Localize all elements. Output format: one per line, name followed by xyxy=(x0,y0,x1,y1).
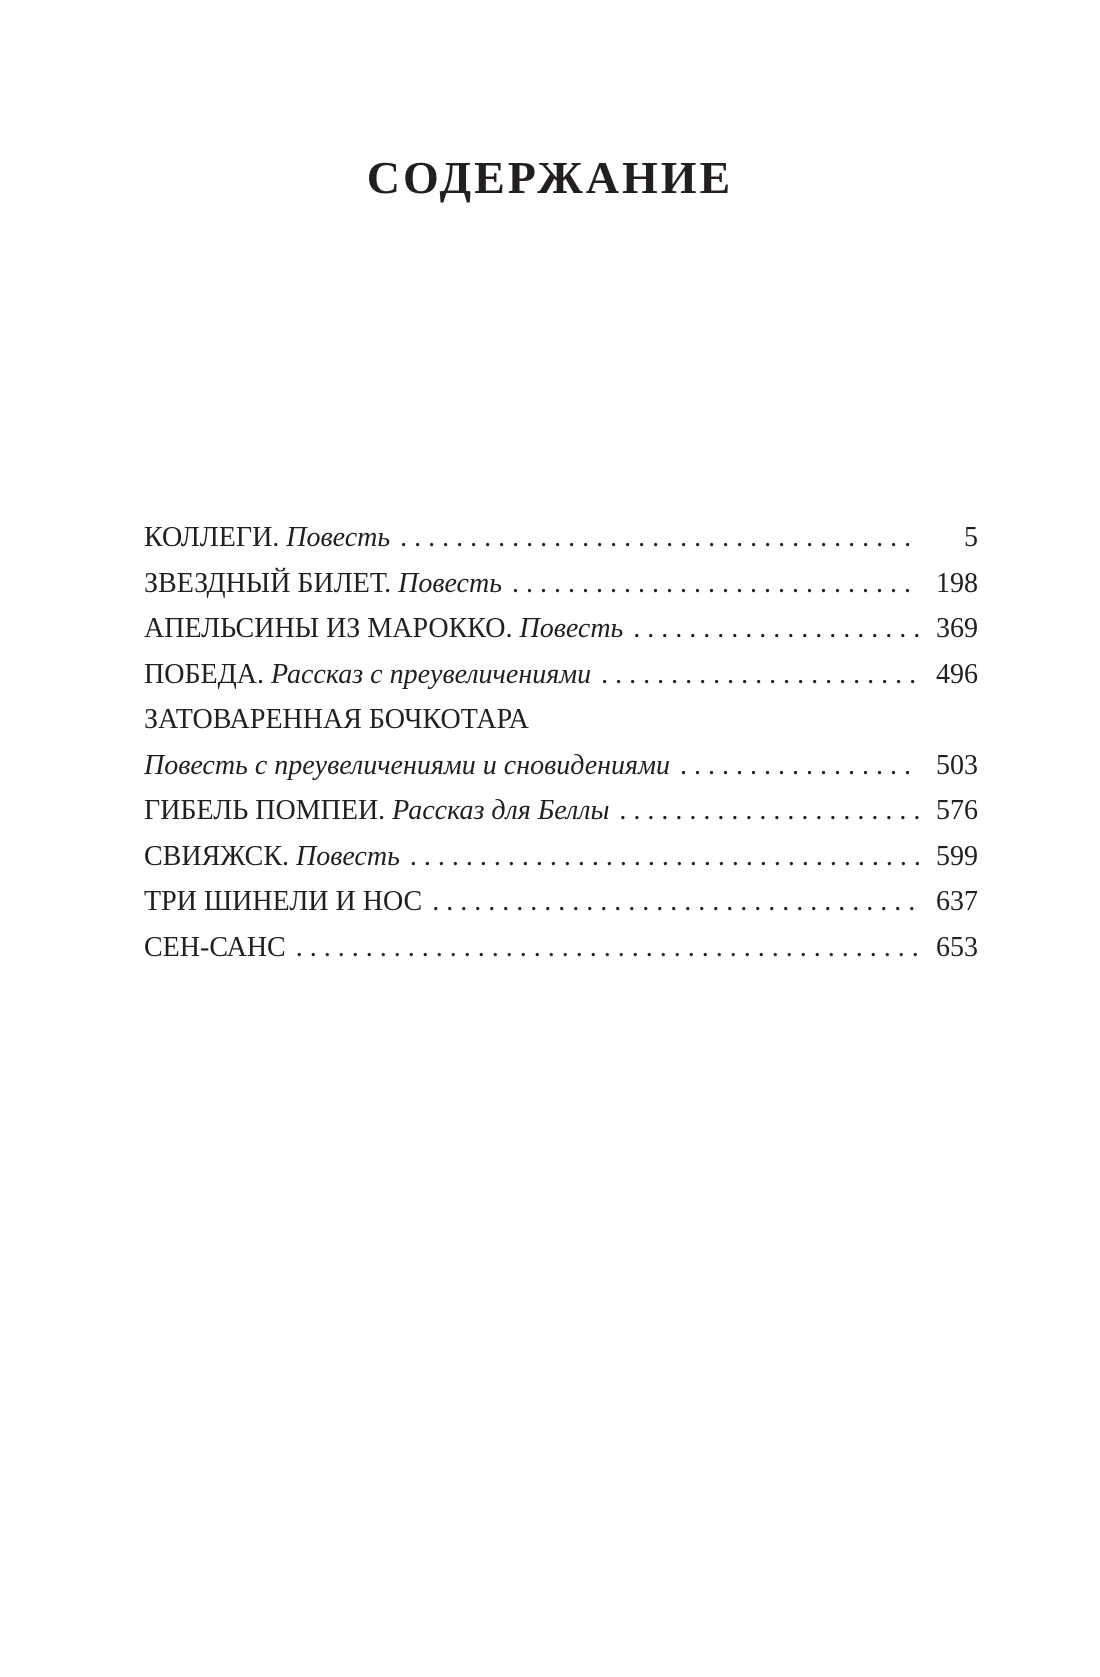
toc-row xyxy=(144,788,978,834)
toc-row xyxy=(144,606,978,652)
toc-entry-subtitle: Повесть xyxy=(519,613,624,644)
toc-entry xyxy=(144,879,978,925)
toc-entry-title: СЕН-САНС xyxy=(144,931,286,963)
toc-entry-page: 5 xyxy=(964,522,978,553)
toc-entry-title-group xyxy=(144,834,400,880)
toc-entry-title: ЗВЕЗДНЫЙ БИЛЕТ. xyxy=(144,567,392,599)
dot-leader xyxy=(680,743,920,789)
toc-entry-subtitle: Повесть с преувеличениями и сновидениями xyxy=(144,749,670,781)
toc-entry-title: ТРИ ШИНЕЛИ И НОС xyxy=(144,886,423,917)
toc-entry-subtitle: Рассказ с преувеличениями xyxy=(270,658,592,690)
toc-entry-title: ГИБЕЛЬ ПОМПЕИ. xyxy=(144,795,386,826)
toc-row xyxy=(144,834,978,880)
toc-entry-title-group xyxy=(144,788,609,834)
toc-entry-page: 637 xyxy=(936,886,978,917)
toc-row xyxy=(144,515,978,561)
table-of-contents xyxy=(144,515,978,970)
dot-leader xyxy=(432,879,920,925)
dot-leader xyxy=(296,925,920,971)
toc-entry-subtitle: Рассказ для Беллы xyxy=(392,795,610,826)
dot-leader xyxy=(410,834,920,880)
toc-entry-subtitle: Повесть xyxy=(398,567,502,599)
toc-entry xyxy=(144,788,978,834)
dot-leader xyxy=(400,515,920,561)
toc-row xyxy=(144,561,978,607)
toc-entry-page: 369 xyxy=(936,613,978,644)
toc-entry-subtitle: Повесть xyxy=(286,522,391,553)
dot-leader xyxy=(512,561,920,607)
toc-entry-title: АПЕЛЬСИНЫ ИЗ МАРОККО. xyxy=(144,613,513,644)
toc-entry-title-group xyxy=(144,515,390,561)
toc-entry-title-group xyxy=(144,606,623,652)
dot-leader xyxy=(619,788,920,834)
toc-entry-subtitle: Повесть xyxy=(296,840,400,872)
toc-entry xyxy=(144,925,978,971)
toc-row xyxy=(144,925,978,971)
toc-entry xyxy=(144,561,978,607)
toc-entry xyxy=(144,834,978,880)
toc-entry-page: 599 xyxy=(936,840,978,872)
toc-entry-title: ЗАТОВАРЕННАЯ БОЧКОТАРА xyxy=(144,704,529,735)
toc-entry-page: 496 xyxy=(936,658,978,690)
toc-row xyxy=(144,879,978,925)
toc-entry xyxy=(144,697,978,788)
toc-entry-page: 198 xyxy=(936,567,978,599)
toc-entry-title: ПОБЕДА. xyxy=(144,658,264,690)
toc-entry xyxy=(144,652,978,698)
page-title: СОДЕРЖАНИЕ xyxy=(366,152,734,203)
toc-entry-title-group xyxy=(144,561,502,607)
toc-row xyxy=(144,652,978,698)
toc-row xyxy=(144,743,978,789)
toc-entry-title: КОЛЛЕГИ. xyxy=(144,522,280,553)
toc-entry xyxy=(144,606,978,652)
dot-leader xyxy=(633,606,920,652)
toc-entry-page: 576 xyxy=(936,795,978,826)
dot-leader xyxy=(601,652,920,698)
toc-entry-title-group xyxy=(144,652,591,698)
toc-entry-page: 653 xyxy=(936,931,978,963)
toc-entry xyxy=(144,515,978,561)
toc-entry-title: СВИЯЖСК. xyxy=(144,840,289,872)
toc-entry-page: 503 xyxy=(936,749,978,781)
